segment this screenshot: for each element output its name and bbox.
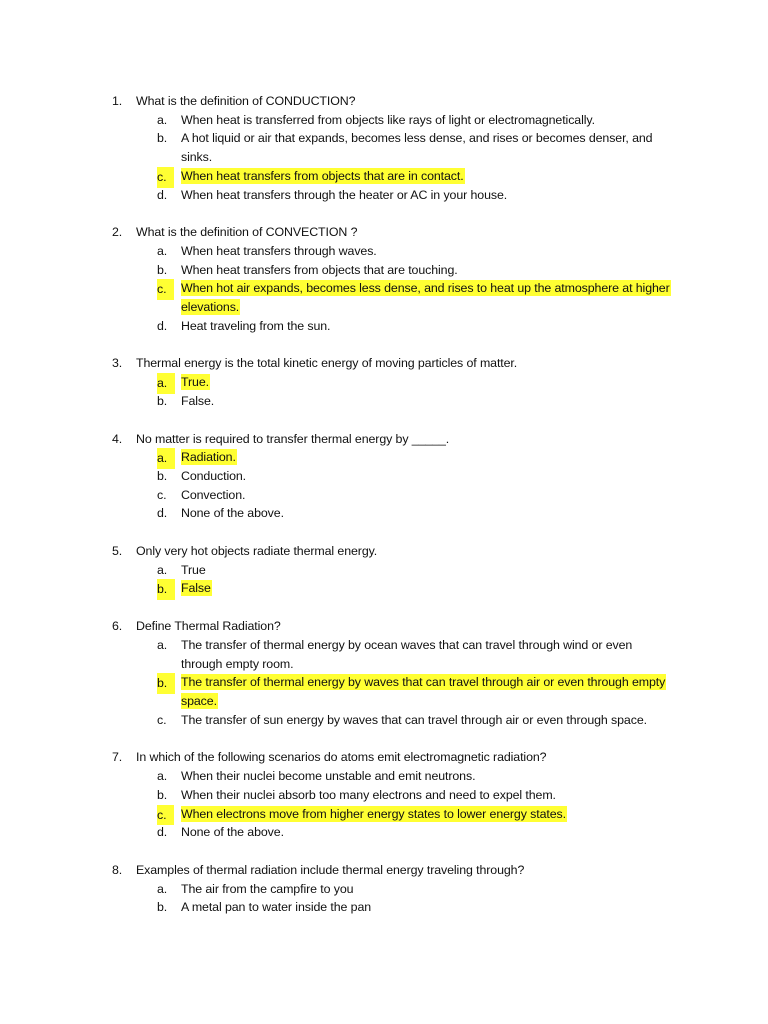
- option-text: A metal pan to water inside the pan: [181, 900, 372, 915]
- answer-options: [0, 242, 768, 336]
- question-row: [0, 617, 768, 636]
- option-letter: d.: [157, 506, 168, 521]
- answer-option: [0, 186, 768, 205]
- question-text: Examples of thermal radiation include thermal energy traveling through?: [136, 862, 525, 877]
- option-text: A hot liquid or air that expands, becomes less dense, and rises or becomes denser, and sinks.: [181, 131, 653, 165]
- answer-options: [0, 636, 768, 730]
- answer-option: [0, 392, 768, 411]
- highlighted-answer-text: True.: [181, 375, 209, 390]
- highlighted-answer-text: Radiation.: [181, 450, 236, 465]
- answer-option: [0, 261, 768, 280]
- question-row: [0, 354, 768, 373]
- answer-option: [0, 242, 768, 261]
- question-row: [0, 92, 768, 111]
- answer-option: [0, 486, 768, 505]
- option-text: The transfer of sun energy by waves that can travel through air or even through space.: [181, 712, 647, 727]
- option-letter: b.: [157, 787, 168, 802]
- answer-option: [0, 111, 768, 130]
- option-letter: b.: [157, 393, 168, 408]
- answer-option: [0, 880, 768, 899]
- answer-option: [0, 579, 768, 598]
- answer-option: [0, 636, 768, 673]
- option-text: True: [181, 562, 206, 577]
- question-text: What is the definition of CONDUCTION?: [136, 94, 356, 108]
- option-letter: d.: [157, 187, 168, 202]
- option-letter: a.: [157, 769, 168, 784]
- question-number: 5.: [112, 544, 123, 559]
- question-row: [0, 223, 768, 242]
- answer-option: [0, 561, 768, 580]
- option-letter: a.: [157, 373, 175, 394]
- question-number: 4.: [112, 431, 123, 446]
- answer-option: [0, 448, 768, 467]
- option-letter: c.: [157, 487, 167, 502]
- option-letter: b.: [157, 262, 168, 277]
- highlighted-answer-text: When hot air expands, becomes less dense, and rises to heat up the atmosphere at higher elevations.: [181, 281, 670, 315]
- option-letter: a.: [157, 881, 168, 896]
- option-letter: a.: [157, 637, 168, 652]
- option-letter: a.: [157, 243, 168, 258]
- option-text: Conduction.: [181, 468, 247, 483]
- question-8: [0, 861, 768, 917]
- question-text: In which of the following scenarios do atoms emit electromagnetic radiation?: [136, 750, 547, 765]
- option-letter: c.: [157, 805, 174, 826]
- option-text: None of the above.: [181, 506, 284, 521]
- option-letter: d.: [157, 318, 168, 333]
- question-list: [0, 92, 768, 917]
- question-4: [0, 430, 768, 524]
- question-7: [0, 748, 768, 842]
- option-letter: b.: [157, 579, 175, 600]
- question-3: [0, 354, 768, 410]
- option-text: When heat transfers through the heater or AC in your house.: [181, 187, 508, 202]
- question-number: 6.: [112, 619, 123, 634]
- answer-option: [0, 711, 768, 730]
- answer-option: [0, 786, 768, 805]
- option-letter: a.: [157, 112, 168, 127]
- question-5: [0, 542, 768, 598]
- question-2: [0, 223, 768, 335]
- answer-option: [0, 673, 768, 710]
- option-letter: b.: [157, 468, 168, 483]
- highlighted-answer-text: False: [181, 581, 211, 596]
- answer-option: [0, 373, 768, 392]
- question-text: No matter is required to transfer thermal energy by _____.: [136, 431, 450, 446]
- answer-option: [0, 129, 768, 166]
- option-text: None of the above.: [181, 825, 284, 840]
- question-6: [0, 617, 768, 729]
- question-row: [0, 430, 768, 449]
- answer-option: [0, 805, 768, 824]
- question-number: 2.: [112, 225, 123, 240]
- option-text: The air from the campfire to you: [181, 881, 354, 896]
- question-text: Only very hot objects radiate thermal energy.: [136, 544, 378, 559]
- answer-option: [0, 167, 768, 186]
- option-text: When heat transfers from objects that are touching.: [181, 262, 458, 277]
- option-text: The transfer of thermal energy by ocean waves that can travel through wind or even through empty room.: [181, 637, 633, 671]
- option-text: When their nuclei absorb too many electrons and need to expel them.: [181, 787, 556, 802]
- highlighted-answer-text: When heat transfers from objects that are in contact.: [181, 168, 464, 183]
- option-text: Convection.: [181, 487, 246, 502]
- question-text: Define Thermal Radiation?: [136, 619, 281, 634]
- option-letter: b.: [157, 131, 168, 146]
- answer-options: [0, 561, 768, 598]
- option-letter: c.: [157, 712, 167, 727]
- answer-option: [0, 767, 768, 786]
- option-text: False.: [181, 393, 215, 408]
- option-letter: a.: [157, 448, 175, 469]
- question-number: 3.: [112, 356, 123, 371]
- question-number: 1.: [112, 94, 123, 108]
- question-1: [0, 92, 768, 204]
- highlighted-answer-text: The transfer of thermal energy by waves that can travel through air or even through empty space.: [181, 675, 666, 708]
- option-letter: d.: [157, 825, 168, 840]
- option-letter: a.: [157, 562, 168, 577]
- answer-options: [0, 767, 768, 842]
- question-text: What is the definition of CONVECTION ?: [136, 225, 358, 240]
- question-text: Thermal energy is the total kinetic energy of moving particles of matter.: [136, 356, 518, 371]
- question-number: 7.: [112, 750, 123, 765]
- answer-option: [0, 279, 768, 316]
- question-row: [0, 748, 768, 767]
- answer-option: [0, 823, 768, 842]
- answer-option: [0, 504, 768, 523]
- answer-options: [0, 448, 768, 523]
- option-letter: b.: [157, 673, 175, 694]
- option-text: When heat transfers through waves.: [181, 243, 377, 258]
- option-letter: c.: [157, 167, 174, 188]
- answer-option: [0, 898, 768, 917]
- answer-option: [0, 467, 768, 486]
- answer-options: [0, 373, 768, 410]
- answer-option: [0, 317, 768, 336]
- option-letter: c.: [157, 279, 174, 300]
- option-text: When their nuclei become unstable and emit neutrons.: [181, 769, 476, 784]
- option-text: When heat is transferred from objects like rays of light or electromagnetically.: [181, 112, 595, 127]
- question-number: 8.: [112, 862, 123, 877]
- answer-options: [0, 880, 768, 917]
- question-row: [0, 542, 768, 561]
- question-row: [0, 861, 768, 880]
- answer-options: [0, 111, 768, 205]
- option-text: Heat traveling from the sun.: [181, 318, 331, 333]
- option-letter: b.: [157, 900, 168, 915]
- highlighted-answer-text: When electrons move from higher energy states to lower energy states.: [181, 806, 566, 821]
